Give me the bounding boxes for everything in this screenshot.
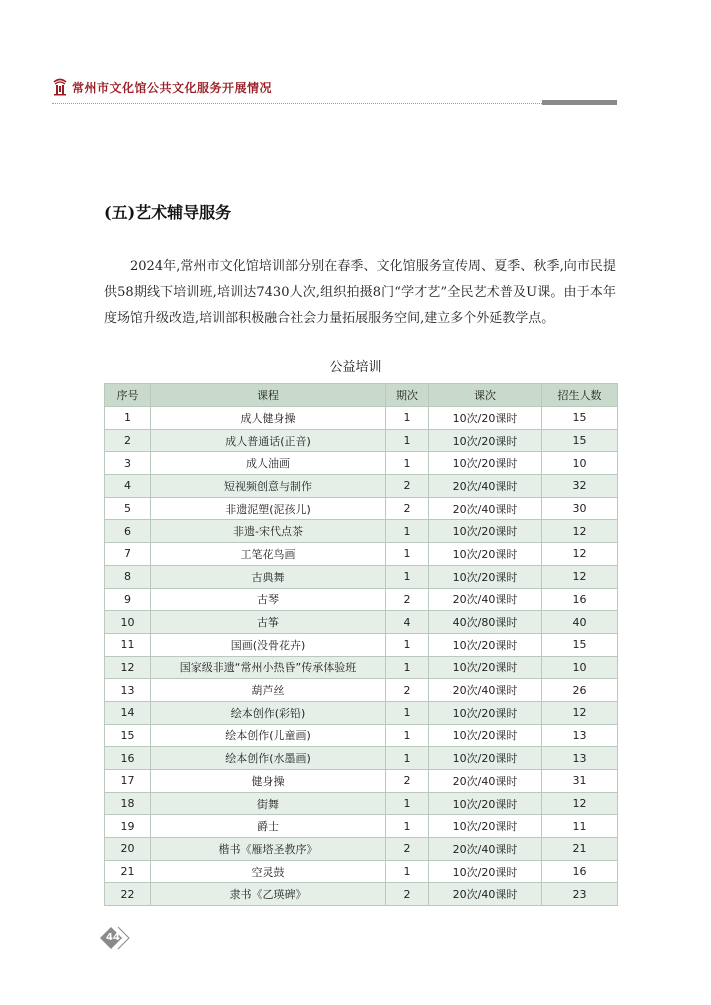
enrollment-count-cell: 12 <box>542 543 618 566</box>
course-name-cell: 葫芦丝 <box>151 679 386 702</box>
row-index-cell: 15 <box>105 724 151 747</box>
enrollment-count-cell: 10 <box>542 452 618 475</box>
column-header: 课程 <box>151 384 386 407</box>
section-title: (五)艺术辅导服务 <box>104 203 232 222</box>
row-index-cell: 20 <box>105 838 151 861</box>
lesson-count-cell: 20次/40课时 <box>429 770 542 793</box>
table-row <box>105 792 618 815</box>
table-row <box>105 656 618 679</box>
lesson-count-cell: 10次/20课时 <box>429 724 542 747</box>
lesson-count-cell: 10次/20课时 <box>429 543 542 566</box>
row-index-cell: 17 <box>105 770 151 793</box>
lesson-count-cell: 10次/20课时 <box>429 701 542 724</box>
row-index-cell: 5 <box>105 497 151 520</box>
enrollment-count-cell: 23 <box>542 883 618 906</box>
session-count-cell: 1 <box>386 543 429 566</box>
table-row <box>105 883 618 906</box>
table-row <box>105 588 618 611</box>
lesson-count-cell: 20次/40课时 <box>429 883 542 906</box>
enrollment-count-cell: 40 <box>542 611 618 634</box>
course-name-cell: 绘本创作(彩铅) <box>151 701 386 724</box>
lesson-count-cell: 10次/20课时 <box>429 565 542 588</box>
lesson-count-cell: 20次/40课时 <box>429 497 542 520</box>
page-header <box>52 76 622 116</box>
row-index-cell: 2 <box>105 429 151 452</box>
enrollment-count-cell: 32 <box>542 475 618 498</box>
column-header: 课次 <box>429 384 542 407</box>
header-grey-bar <box>542 100 617 105</box>
row-index-cell: 9 <box>105 588 151 611</box>
row-index-cell: 4 <box>105 475 151 498</box>
course-name-cell: 非遗泥塑(泥孩儿) <box>151 497 386 520</box>
enrollment-count-cell: 15 <box>542 407 618 430</box>
table-row <box>105 611 618 634</box>
lesson-count-cell: 10次/20课时 <box>429 747 542 770</box>
enrollment-count-cell: 12 <box>542 520 618 543</box>
enrollment-count-cell: 26 <box>542 679 618 702</box>
row-index-cell: 1 <box>105 407 151 430</box>
table-row <box>105 543 618 566</box>
course-name-cell: 成人普通话(正音) <box>151 429 386 452</box>
table-row <box>105 520 618 543</box>
enrollment-count-cell: 13 <box>542 747 618 770</box>
lesson-count-cell: 20次/40课时 <box>429 475 542 498</box>
table-row <box>105 452 618 475</box>
table-row <box>105 565 618 588</box>
session-count-cell: 1 <box>386 701 429 724</box>
session-count-cell: 2 <box>386 588 429 611</box>
session-count-cell: 1 <box>386 429 429 452</box>
page-number: 44 <box>106 932 120 943</box>
row-index-cell: 14 <box>105 701 151 724</box>
row-index-cell: 6 <box>105 520 151 543</box>
course-name-cell: 健身操 <box>151 770 386 793</box>
session-count-cell: 1 <box>386 792 429 815</box>
table-row <box>105 633 618 656</box>
session-count-cell: 2 <box>386 883 429 906</box>
session-count-cell: 1 <box>386 452 429 475</box>
enrollment-count-cell: 12 <box>542 701 618 724</box>
enrollment-count-cell: 15 <box>542 429 618 452</box>
lesson-count-cell: 20次/40课时 <box>429 588 542 611</box>
session-count-cell: 1 <box>386 724 429 747</box>
session-count-cell: 4 <box>386 611 429 634</box>
course-name-cell: 绘本创作(儿童画) <box>151 724 386 747</box>
course-name-cell: 隶书《乙瑛碑》 <box>151 883 386 906</box>
table-row <box>105 724 618 747</box>
column-header: 序号 <box>105 384 151 407</box>
table-row <box>105 429 618 452</box>
table-row <box>105 497 618 520</box>
session-count-cell: 1 <box>386 520 429 543</box>
session-count-cell: 1 <box>386 633 429 656</box>
table-row <box>105 407 618 430</box>
enrollment-count-cell: 16 <box>542 588 618 611</box>
lesson-count-cell: 10次/20课时 <box>429 656 542 679</box>
section-paragraph: 2024年,常州市文化馆培训部分别在春季、文化馆服务宣传周、夏季、秋季,向市民提供58期线下培训班,培训达7430人次,组织拍摄8门“学才艺”全民艺术普及U课。由于本年度场馆升级改造,培训部积极融合社会力量拓展服务空间,建立多个外延教学点。 <box>104 259 616 326</box>
enrollment-count-cell: 30 <box>542 497 618 520</box>
course-name-cell: 成人油画 <box>151 452 386 475</box>
enrollment-count-cell: 13 <box>542 724 618 747</box>
course-name-cell: 古典舞 <box>151 565 386 588</box>
header-dotted-rule <box>52 103 542 104</box>
course-name-cell: 楷书《雁塔圣教序》 <box>151 838 386 861</box>
row-index-cell: 8 <box>105 565 151 588</box>
session-count-cell: 1 <box>386 565 429 588</box>
row-index-cell: 21 <box>105 860 151 883</box>
course-name-cell: 非遗-宋代点茶 <box>151 520 386 543</box>
row-index-cell: 10 <box>105 611 151 634</box>
lesson-count-cell: 10次/20课时 <box>429 860 542 883</box>
course-name-cell: 空灵鼓 <box>151 860 386 883</box>
session-count-cell: 2 <box>386 497 429 520</box>
row-index-cell: 13 <box>105 679 151 702</box>
lesson-count-cell: 10次/20课时 <box>429 633 542 656</box>
row-index-cell: 16 <box>105 747 151 770</box>
row-index-cell: 7 <box>105 543 151 566</box>
table-row <box>105 860 618 883</box>
session-count-cell: 1 <box>386 747 429 770</box>
column-header: 招生人数 <box>542 384 618 407</box>
course-name-cell: 工笔花鸟画 <box>151 543 386 566</box>
table-row <box>105 815 618 838</box>
table-title: 公益培训 <box>329 360 382 375</box>
lesson-count-cell: 10次/20课时 <box>429 815 542 838</box>
column-header: 期次 <box>386 384 429 407</box>
lesson-count-cell: 10次/20课时 <box>429 520 542 543</box>
row-index-cell: 12 <box>105 656 151 679</box>
table-row <box>105 838 618 861</box>
row-index-cell: 19 <box>105 815 151 838</box>
course-name-cell: 成人健身操 <box>151 407 386 430</box>
table-row <box>105 747 618 770</box>
session-count-cell: 1 <box>386 407 429 430</box>
row-index-cell: 18 <box>105 792 151 815</box>
course-name-cell: 绘本创作(水墨画) <box>151 747 386 770</box>
lesson-count-cell: 40次/80课时 <box>429 611 542 634</box>
enrollment-count-cell: 15 <box>542 633 618 656</box>
enrollment-count-cell: 21 <box>542 838 618 861</box>
row-index-cell: 22 <box>105 883 151 906</box>
header-title: 常州市文化馆公共文化服务开展情况 <box>72 81 273 95</box>
course-name-cell: 古筝 <box>151 611 386 634</box>
row-index-cell: 11 <box>105 633 151 656</box>
table-header-row <box>105 384 618 407</box>
session-count-cell: 2 <box>386 475 429 498</box>
course-name-cell: 短视频创意与制作 <box>151 475 386 498</box>
table-row <box>105 679 618 702</box>
course-name-cell: 古琴 <box>151 588 386 611</box>
table-body <box>105 407 618 906</box>
course-name-cell: 爵士 <box>151 815 386 838</box>
enrollment-count-cell: 12 <box>542 565 618 588</box>
library-logo-icon <box>52 78 68 96</box>
session-count-cell: 1 <box>386 815 429 838</box>
enrollment-count-cell: 12 <box>542 792 618 815</box>
enrollment-count-cell: 31 <box>542 770 618 793</box>
course-name-cell: 国家级非遗“常州小热昏”传承体验班 <box>151 656 386 679</box>
lesson-count-cell: 20次/40课时 <box>429 838 542 861</box>
session-count-cell: 1 <box>386 860 429 883</box>
table-row <box>105 701 618 724</box>
table-row <box>105 475 618 498</box>
enrollment-count-cell: 10 <box>542 656 618 679</box>
session-count-cell: 2 <box>386 770 429 793</box>
session-count-cell: 1 <box>386 656 429 679</box>
training-table <box>104 383 618 906</box>
session-count-cell: 2 <box>386 838 429 861</box>
enrollment-count-cell: 11 <box>542 815 618 838</box>
course-name-cell: 国画(没骨花卉) <box>151 633 386 656</box>
course-name-cell: 街舞 <box>151 792 386 815</box>
session-count-cell: 2 <box>386 679 429 702</box>
lesson-count-cell: 10次/20课时 <box>429 452 542 475</box>
lesson-count-cell: 10次/20课时 <box>429 792 542 815</box>
row-index-cell: 3 <box>105 452 151 475</box>
enrollment-count-cell: 16 <box>542 860 618 883</box>
lesson-count-cell: 10次/20课时 <box>429 429 542 452</box>
lesson-count-cell: 20次/40课时 <box>429 679 542 702</box>
lesson-count-cell: 10次/20课时 <box>429 407 542 430</box>
table-row <box>105 770 618 793</box>
